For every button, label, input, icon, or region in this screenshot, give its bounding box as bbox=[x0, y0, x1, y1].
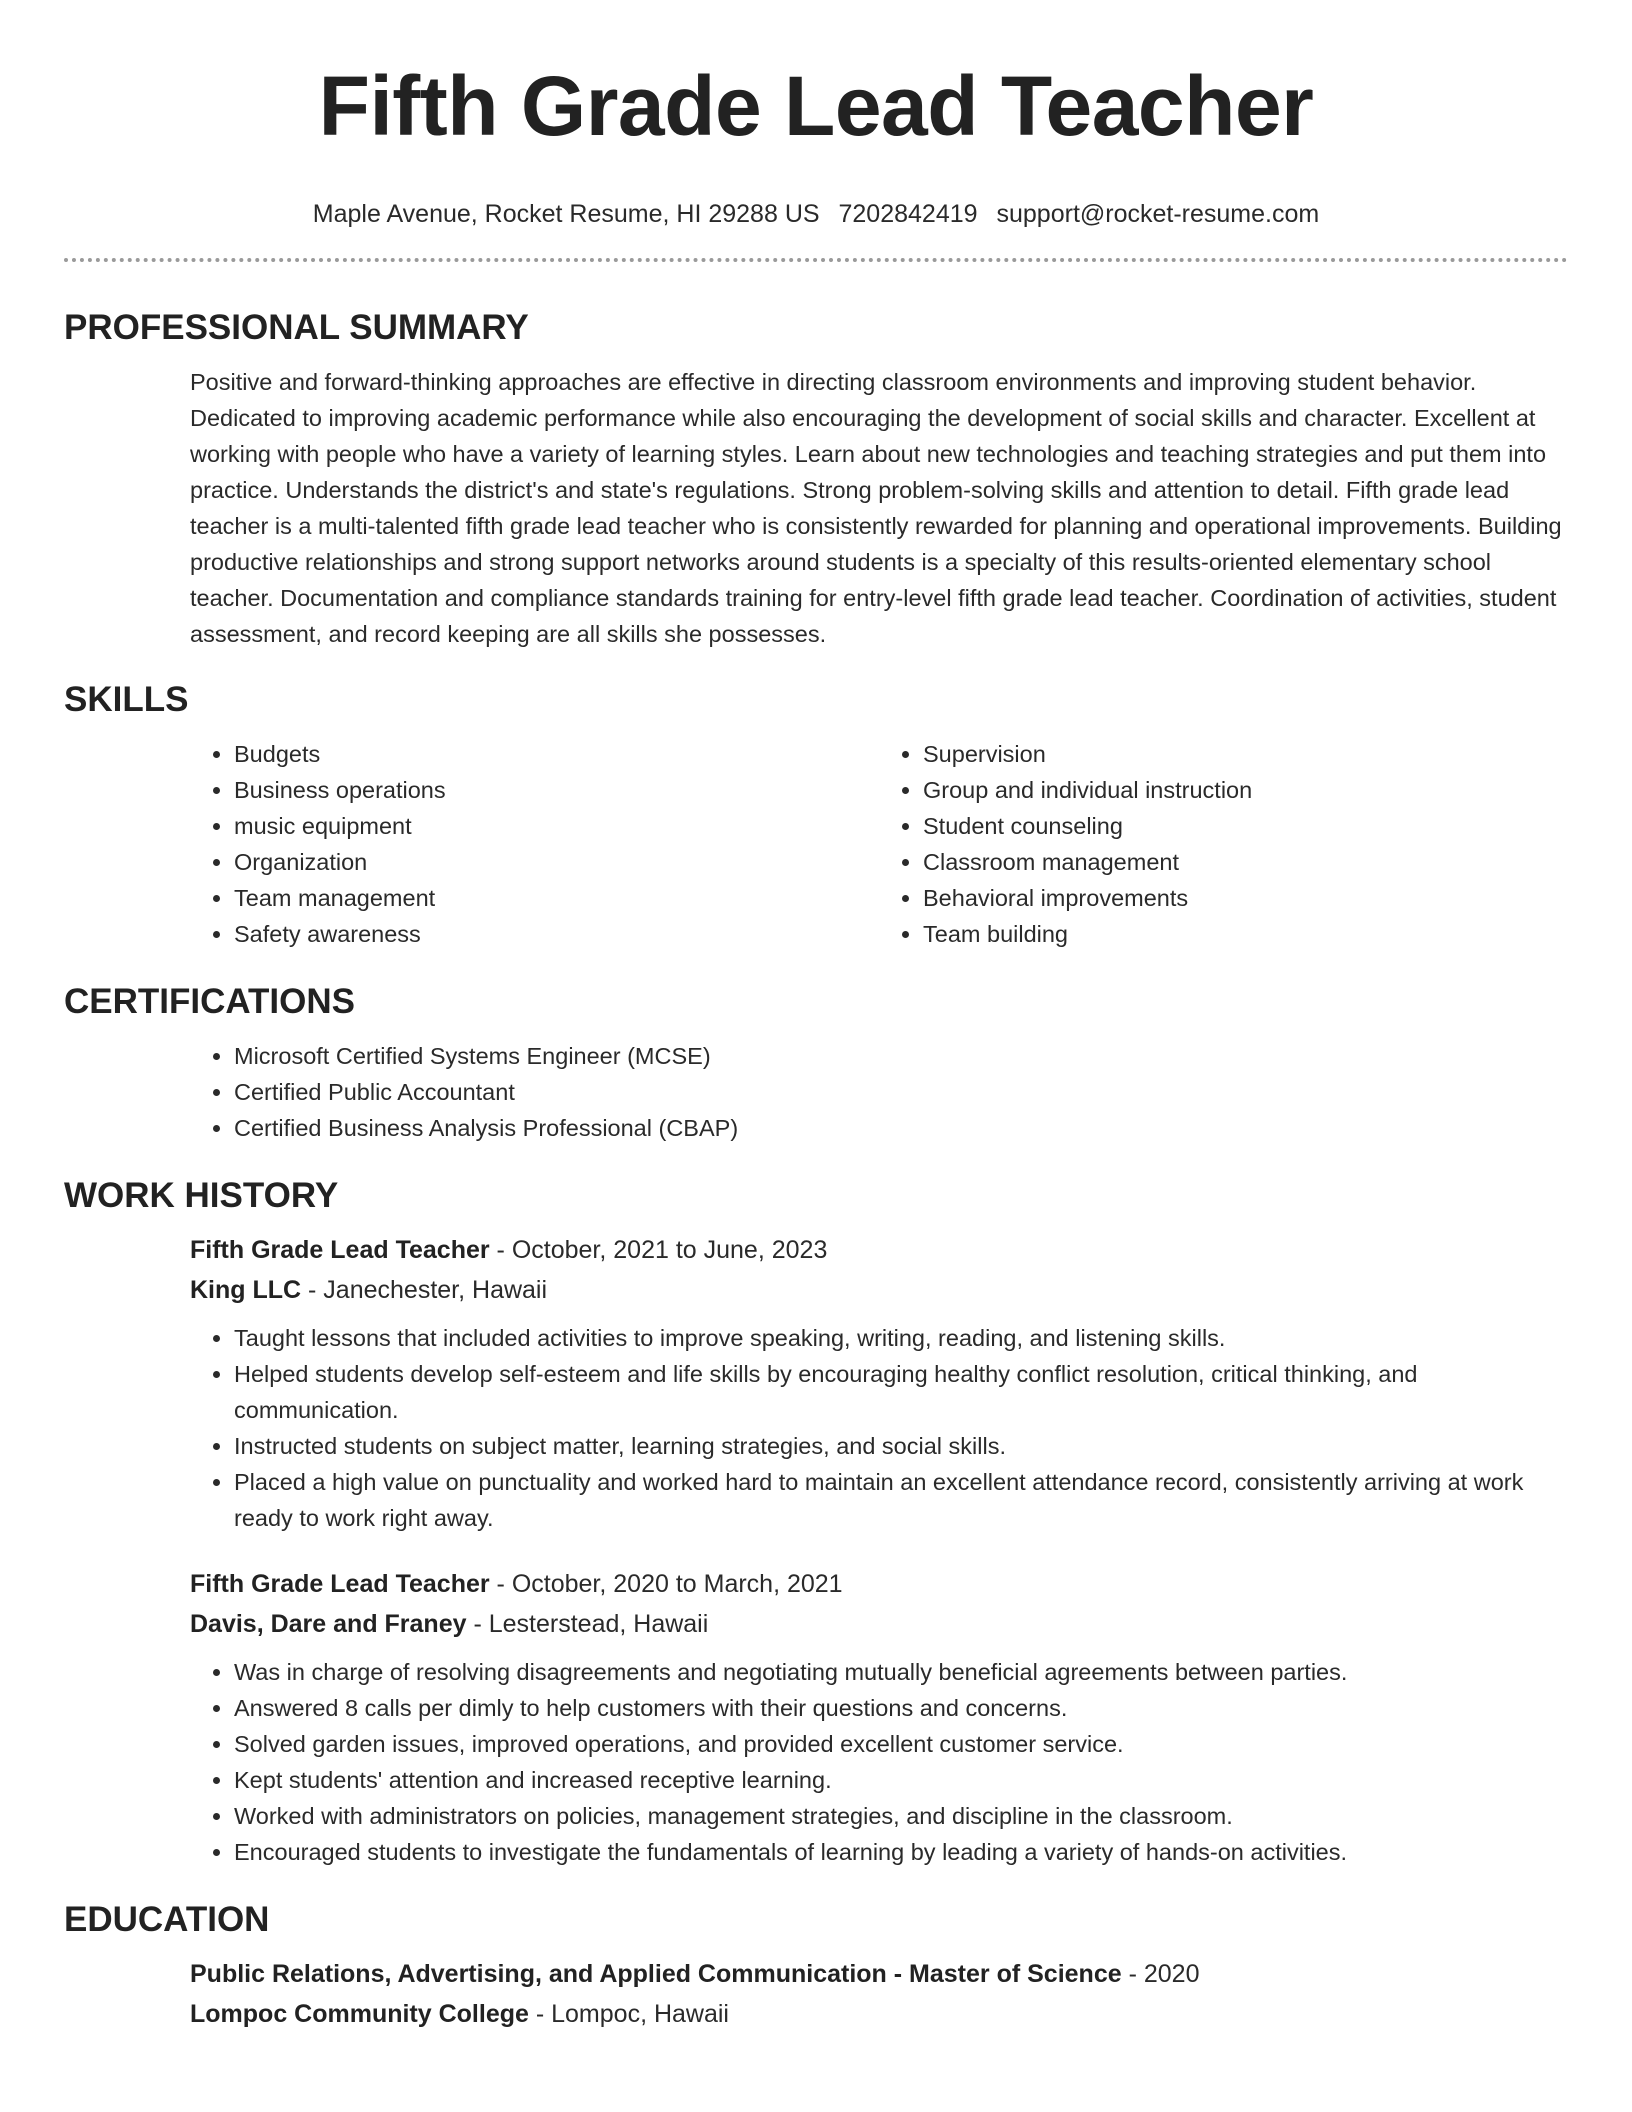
job-entry bbox=[190, 1564, 1568, 1644]
education-location: - Lompoc, Hawaii bbox=[528, 2000, 729, 2028]
certifications-list bbox=[190, 1038, 1568, 1146]
skill-item: • Group and individual instruction bbox=[923, 772, 1568, 808]
contact-email: support@rocket-resume.com bbox=[996, 200, 1320, 228]
skill-item: • Behavioral improvements bbox=[923, 880, 1568, 916]
education-school-line bbox=[190, 1994, 1568, 2034]
skill-item: • music equipment bbox=[234, 808, 879, 844]
summary-section bbox=[64, 306, 1568, 652]
job-title: Fifth Grade Lead Teacher bbox=[190, 1570, 490, 1598]
skills-heading: SKILLS bbox=[64, 680, 189, 719]
education-entry bbox=[190, 1954, 1568, 2034]
work-history-section bbox=[64, 1174, 1568, 1870]
education-section bbox=[64, 1898, 1568, 2034]
job-bullet: • Worked with administrators on policies, management strategies, and discipline in the classroom. bbox=[234, 1798, 1568, 1834]
education-degree-line bbox=[190, 1954, 1568, 1994]
job-bullet: • Answered 8 calls per dimly to help customers with their questions and concerns. bbox=[234, 1690, 1568, 1726]
job-company: King LLC bbox=[190, 1276, 302, 1304]
certifications-heading: CERTIFICATIONS bbox=[64, 982, 356, 1021]
job-bullet: • Helped students develop self-esteem and life skills by encouraging healthy conflict resolution, critical thinking, and communication. bbox=[234, 1356, 1568, 1428]
job-company-line bbox=[190, 1604, 1568, 1644]
skill-item: • Team management bbox=[234, 880, 879, 916]
education-degree: Public Relations, Advertising, and Applied Communication - Master of Science bbox=[190, 1960, 1122, 1988]
skill-item: • Classroom management bbox=[923, 844, 1568, 880]
skill-item: • Student counseling bbox=[923, 808, 1568, 844]
job-bullet: • Encouraged students to investigate the fundamentals of learning by leading a variety of hands-on activities. bbox=[234, 1834, 1568, 1870]
summary-text: Positive and forward-thinking approaches are effective in directing classroom environments and improving student behavior. Dedicated to improving academic performance while also encouraging the development of social skills and character. Excellent at working with people who have a variety of learning styles. Learn about new technologies and teaching strategies and put them into practice. Understands the district's and state's regulations. Strong problem-solving skills and attention to detail. Fifth grade lead teacher is a multi-talented fifth grade lead teacher who is consistently rewarded for planning and operational improvements. Building productive relationships and strong support networks around students is a specialty of this results-oriented elementary school teacher. Documentation and compliance standards training for entry-level fifth grade lead teacher. Coordination of activities, student assessment, and record keeping are all skills she possesses. bbox=[190, 369, 1562, 647]
skill-item: • Team building bbox=[923, 916, 1568, 952]
job-bullet: • Placed a high value on punctuality and worked hard to maintain an excellent attendance record, consistently arriving at work ready to work right away. bbox=[234, 1464, 1568, 1536]
job-bullet: • Solved garden issues, improved operations, and provided excellent customer service. bbox=[234, 1726, 1568, 1762]
job-bullet: • Was in charge of resolving disagreements and negotiating mutually beneficial agreements between parties. bbox=[234, 1654, 1568, 1690]
contact-info bbox=[64, 198, 1568, 230]
job-bullet: • Kept students' attention and increased receptive learning. bbox=[234, 1762, 1568, 1798]
job-bullet: • Taught lessons that included activities to improve speaking, writing, reading, and listening skills. bbox=[234, 1320, 1568, 1356]
job-entry bbox=[190, 1230, 1568, 1310]
contact-phone: 7202842419 bbox=[838, 200, 978, 228]
job-dates: - October, 2021 to June, 2023 bbox=[489, 1236, 828, 1264]
skills-right-list bbox=[879, 736, 1568, 952]
job-title-line bbox=[190, 1230, 1568, 1270]
education-heading: EDUCATION bbox=[64, 1900, 270, 1939]
resume-title: Fifth Grade Lead Teacher bbox=[318, 59, 1314, 153]
job-title: Fifth Grade Lead Teacher bbox=[190, 1236, 490, 1264]
skill-item: • Safety awareness bbox=[234, 916, 879, 952]
skills-section bbox=[64, 678, 1568, 952]
education-school: Lompoc Community College bbox=[190, 2000, 529, 2028]
summary-heading: PROFESSIONAL SUMMARY bbox=[64, 308, 529, 347]
skill-item: • Business operations bbox=[234, 772, 879, 808]
job-title-line bbox=[190, 1564, 1568, 1604]
skill-item: • Supervision bbox=[923, 736, 1568, 772]
certification-item: • Certified Public Accountant bbox=[234, 1074, 1568, 1110]
job-company: Davis, Dare and Franey bbox=[190, 1610, 467, 1638]
certification-item: • Microsoft Certified Systems Engineer (MCSE) bbox=[234, 1038, 1568, 1074]
job-bullets bbox=[190, 1320, 1568, 1536]
skill-item: • Organization bbox=[234, 844, 879, 880]
skills-grid bbox=[190, 736, 1568, 952]
work-history-heading: WORK HISTORY bbox=[64, 1176, 339, 1215]
certifications-section bbox=[64, 980, 1568, 1146]
job-location: - Janechester, Hawaii bbox=[301, 1276, 548, 1304]
job-location: - Lesterstead, Hawaii bbox=[466, 1610, 709, 1638]
contact-address: Maple Avenue, Rocket Resume, HI 29288 US bbox=[312, 200, 820, 228]
skill-item: • Budgets bbox=[234, 736, 879, 772]
job-bullet: • Instructed students on subject matter, learning strategies, and social skills. bbox=[234, 1428, 1568, 1464]
education-year: - 2020 bbox=[1121, 1960, 1200, 1988]
skills-left-list bbox=[190, 736, 879, 952]
job-bullets bbox=[190, 1654, 1568, 1870]
header-divider bbox=[64, 258, 1568, 262]
job-dates: - October, 2020 to March, 2021 bbox=[489, 1570, 843, 1598]
certification-item: • Certified Business Analysis Professional (CBAP) bbox=[234, 1110, 1568, 1146]
job-company-line bbox=[190, 1270, 1568, 1310]
